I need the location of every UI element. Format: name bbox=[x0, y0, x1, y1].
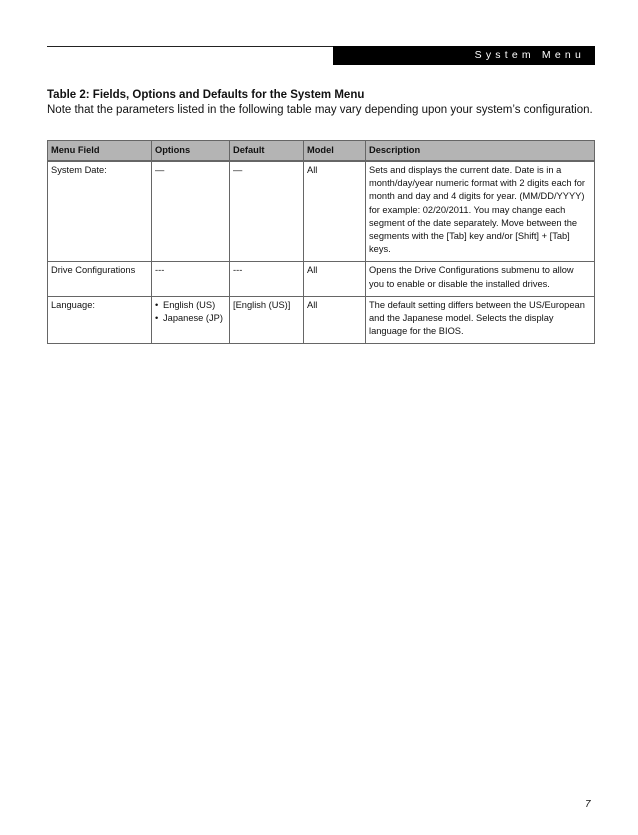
column-header-options: Options bbox=[152, 141, 230, 162]
option-label: English (US) bbox=[163, 299, 216, 310]
cell-model: All bbox=[304, 296, 366, 344]
page-number: 7 bbox=[585, 799, 591, 810]
table-row bbox=[48, 262, 595, 296]
bullet-icon: • bbox=[155, 299, 159, 310]
cell-default: --- bbox=[230, 262, 304, 296]
cell-model: All bbox=[304, 161, 366, 262]
table-row bbox=[48, 161, 595, 262]
cell-options: --- bbox=[152, 262, 230, 296]
section-header: System Menu bbox=[333, 46, 595, 65]
cell-default: [English (US)] bbox=[230, 296, 304, 344]
column-header-default: Default bbox=[230, 141, 304, 162]
option-bullet-item bbox=[155, 312, 226, 325]
column-header-model: Model bbox=[304, 141, 366, 162]
table-note: Note that the parameters listed in the following table may vary depending upon your system’s configuration. bbox=[47, 104, 593, 116]
cell-options: — bbox=[152, 161, 230, 262]
table-row bbox=[48, 296, 595, 344]
table-header-row bbox=[48, 141, 595, 162]
cell-description: Sets and displays the current date. Date is in a month/day/year numeric format with 2 digits each for month and day and 4 digits for year. (MM/DD/YYYY) for example: 02/20/2011. You may change each segment of the date separately. Move between the segments with the [Tab] key and/or [Shift] + [Tab] keys. bbox=[366, 161, 595, 262]
system-menu-table bbox=[47, 140, 595, 344]
column-header-menu-field: Menu Field bbox=[48, 141, 152, 162]
table-title: Table 2: Fields, Options and Defaults for the System Menu bbox=[47, 89, 365, 101]
cell-model: All bbox=[304, 262, 366, 296]
cell-description: Opens the Drive Configurations submenu to allow you to enable or disable the installed drives. bbox=[366, 262, 595, 296]
bullet-icon: • bbox=[155, 313, 159, 324]
column-header-description: Description bbox=[366, 141, 595, 162]
cell-default: — bbox=[230, 161, 304, 262]
cell-options bbox=[152, 296, 230, 344]
cell-menu-field: Drive Configurations bbox=[48, 262, 152, 296]
option-label: Japanese (JP) bbox=[163, 313, 223, 324]
cell-description: The default setting differs between the US/European and the Japanese model. Selects the display language for the BIOS. bbox=[366, 296, 595, 344]
cell-menu-field: System Date: bbox=[48, 161, 152, 262]
cell-menu-field: Language: bbox=[48, 296, 152, 344]
option-bullet-item bbox=[155, 299, 226, 312]
